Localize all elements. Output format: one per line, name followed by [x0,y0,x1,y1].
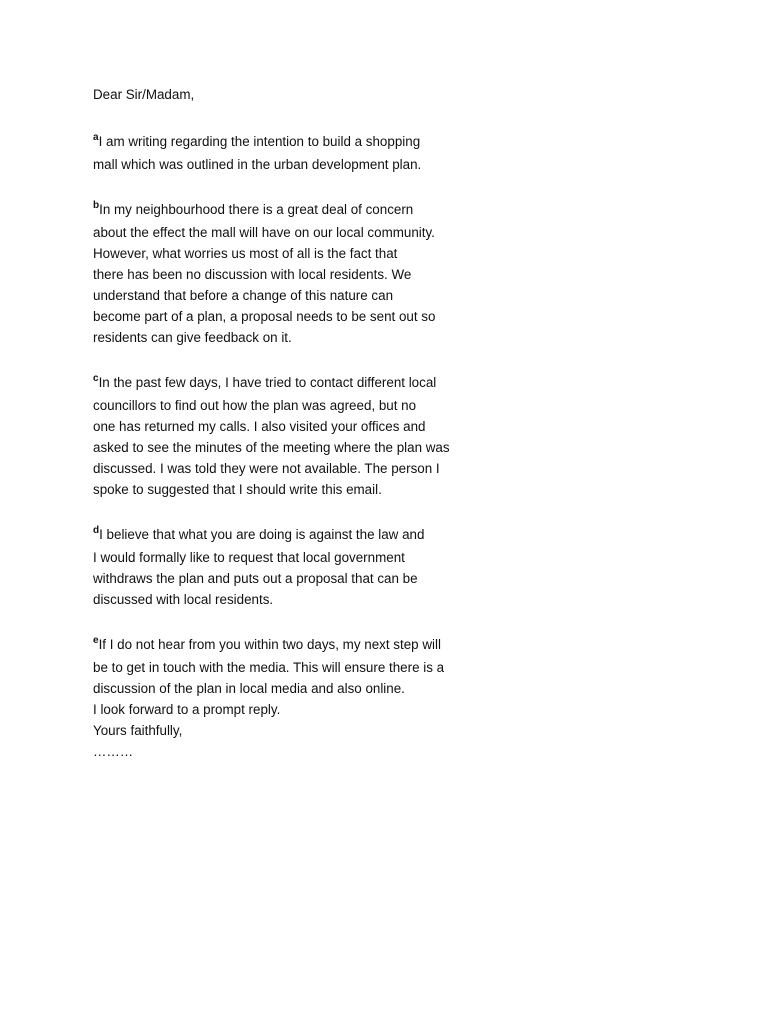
paragraph-text: If I do not hear from you within two days, my next step will [98,637,441,652]
paragraph-marker: e [93,635,99,646]
paragraph-c [93,370,693,500]
paragraph-line: discussed with local residents. [93,592,274,607]
paragraph-line: spoke to suggested that I should write this email. [93,482,382,497]
paragraph-line [93,129,693,154]
spacer [93,610,693,632]
paragraph-text: In the past few days, I have tried to contact different local [98,375,437,390]
paragraph-a [93,129,693,175]
paragraph-line [93,197,693,222]
paragraph-text: I believe that what you are doing is against the law and [99,527,425,542]
spacer [93,105,693,129]
paragraph-line: one has returned my calls. I also visited your offices and [93,419,426,434]
paragraph-line: residents can give feedback on it. [93,330,292,345]
spacer [93,175,693,197]
spacer [93,348,693,370]
letter-page [93,84,693,762]
paragraph-line: understand that before a change of this nature can [93,288,394,303]
signature-placeholder: ……… [93,744,134,759]
spacer [93,500,693,522]
paragraph-e [93,632,693,699]
paragraph-d [93,522,693,610]
paragraph-line: there has been no discussion with local residents. We [93,267,412,282]
paragraph-line: discussion of the plan in local media and also online. [93,681,405,696]
paragraph-line: withdraws the plan and puts out a proposal that can be [93,571,418,586]
paragraph-line: councillors to find out how the plan was agreed, but no [93,398,417,413]
paragraph-line: I would formally like to request that local government [93,550,405,565]
paragraph-line: about the effect the mall will have on our local community. [93,225,435,240]
paragraph-marker: d [93,525,100,536]
paragraph-line [93,370,693,395]
paragraph-marker: b [93,200,100,211]
paragraph-line: mall which was outlined in the urban development plan. [93,157,422,172]
closing [93,699,693,762]
paragraph-line [93,522,693,547]
paragraph-marker: a [93,132,99,143]
closing-line: Yours faithfully, [93,723,183,738]
paragraph-text: I am writing regarding the intention to build a shopping [98,134,421,149]
paragraph-text: In my neighbourhood there is a great deal of concern [99,202,414,217]
greeting: Dear Sir/Madam, [93,87,195,102]
paragraph-line: be to get in touch with the media. This will ensure there is a [93,660,445,675]
paragraph-line: become part of a plan, a proposal needs to be sent out so [93,309,436,324]
paragraph-line: However, what worries us most of all is the fact that [93,246,398,261]
paragraph-b [93,197,693,348]
paragraph-line: discussed. I was told they were not available. The person I [93,461,440,476]
paragraph-line [93,632,693,657]
closing-line: I look forward to a prompt reply. [93,702,281,717]
paragraph-line: asked to see the minutes of the meeting where the plan was [93,440,450,455]
paragraph-marker: c [93,373,99,384]
